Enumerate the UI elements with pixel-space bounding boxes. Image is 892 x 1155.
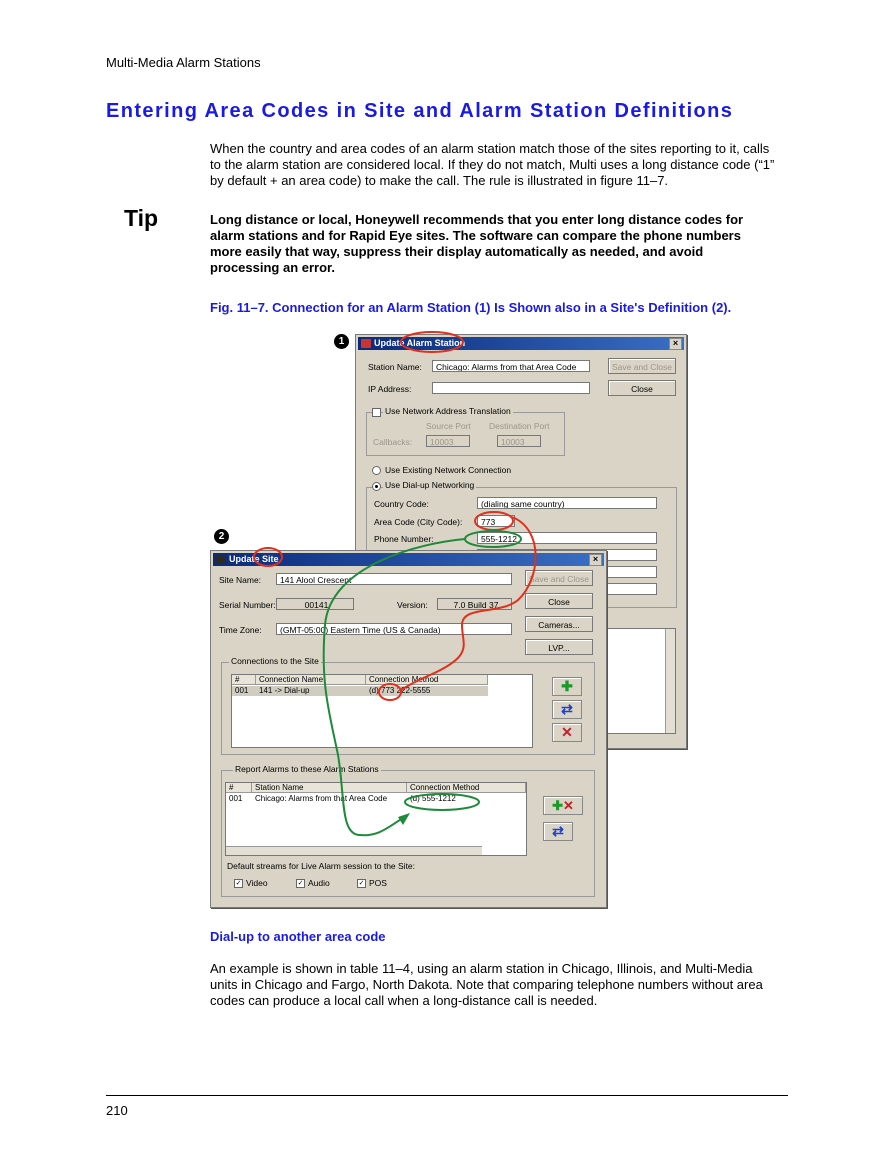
report-group-title: Report Alarms to these Alarm Stations	[235, 764, 379, 774]
section-title: Entering Area Codes in Site and Alarm Station Definitions	[106, 100, 734, 122]
phone-number-ellipse	[465, 531, 521, 547]
column-header[interactable]: Connection Method	[407, 783, 526, 793]
video-checkbox[interactable]: ✓	[235, 880, 242, 887]
column-header[interactable]: Connection Name	[256, 675, 366, 685]
country-code-select[interactable]: (dialing same country)	[477, 497, 657, 509]
callout-1: 1	[334, 334, 349, 349]
station-name-field[interactable]: Chicago: Alarms from that Area Code	[432, 360, 590, 372]
area-code-ellipse	[475, 512, 513, 530]
site-name-field[interactable]: 141 Alool Crescent	[276, 573, 512, 585]
close-button[interactable]: Close	[608, 380, 676, 396]
column-header[interactable]: Connection Method	[366, 675, 488, 685]
save-and-close-button[interactable]: Save and Close	[525, 570, 593, 586]
row-name: 141 -> Dial-up	[259, 686, 310, 695]
connection-area-code-ellipse	[379, 684, 401, 700]
row-num: 001	[235, 686, 249, 695]
close-icon[interactable]: ×	[669, 338, 682, 350]
alarm-window-title: Update Alarm Station	[374, 338, 466, 348]
time-zone-label: Time Zone:	[219, 625, 262, 635]
close-icon[interactable]: ×	[589, 554, 602, 566]
station-method-ellipse	[405, 794, 479, 810]
streams-label: Default streams for Live Alarm session to the Site:	[227, 861, 416, 871]
lvp-button[interactable]: LVP...	[525, 639, 593, 655]
annotation-overlay	[200, 325, 700, 915]
callout-2: 2	[214, 529, 229, 544]
tip-text: Long distance or local, Honeywell recommends that you enter long distance codes for alarm stations and for Rapid Eye sites. The software can compare the phone numbers more easily that way, suppress their display automatically as needed, and avoid processing an error.	[210, 212, 744, 275]
nat-label: Use Network Address Translation	[385, 406, 511, 416]
station-name-label: Station Name:	[368, 362, 422, 372]
site-window-title: Update Site	[229, 554, 279, 564]
pos-checkbox[interactable]: ✓	[358, 880, 365, 887]
delete-connection-button[interactable]: ✕	[552, 723, 582, 742]
add-connection-button[interactable]: ✚	[552, 677, 582, 696]
site-name-label: Site Name:	[219, 575, 262, 585]
figure-caption: Fig. 11–7. Connection for an Alarm Station (1) Is Shown also in a Site's Definition (2).	[210, 300, 732, 315]
serial-number-field[interactable]: 00141	[276, 598, 354, 610]
column-header[interactable]: #	[226, 783, 252, 793]
connections-group-title: Connections to the Site	[231, 656, 319, 666]
phone-number-label: Phone Number:	[374, 534, 434, 544]
row-name: Chicago: Alarms from that Area Code	[255, 794, 388, 803]
area-code-label: Area Code (City Code):	[374, 517, 463, 527]
close-button[interactable]: Close	[525, 593, 593, 609]
dialup-label: Use Dial-up Networking	[385, 480, 475, 490]
cameras-button[interactable]: Cameras...	[525, 616, 593, 632]
row-method: (d) 773 222-5555	[369, 686, 431, 695]
phone-number-field[interactable]: 555-1212	[477, 532, 657, 544]
subheading: Dial-up to another area code	[210, 929, 386, 944]
footer-rule	[106, 1095, 788, 1096]
running-head: Multi-Media Alarm Stations	[106, 55, 261, 70]
video-label: Video	[246, 878, 268, 888]
audio-checkbox[interactable]: ✓	[297, 880, 304, 887]
save-and-close-button[interactable]: Save and Close	[608, 358, 676, 374]
row-num: 001	[229, 794, 243, 803]
existing-network-label: Use Existing Network Connection	[385, 465, 512, 475]
area-code-field[interactable]: 773	[477, 515, 515, 527]
column-header[interactable]: Station Name	[252, 783, 407, 793]
add-remove-station-button[interactable]: ✚✕	[543, 796, 583, 815]
refresh-station-button[interactable]: ⇄	[543, 822, 573, 841]
column-header[interactable]: #	[232, 675, 256, 685]
ip-address-label: IP Address:	[368, 384, 412, 394]
country-code-label: Country Code:	[374, 499, 429, 509]
body-paragraph: An example is shown in table 11–4, using an alarm station in Chicago, Illinois, and Multi-Media units in Chicago and Fargo, North Dakota. Note that comparing telephone numbers without area codes can produce a local call when a long-distance call is needed.	[210, 961, 763, 1008]
callback-source-field[interactable]: 10003	[426, 435, 470, 447]
green-link-curve	[324, 539, 465, 835]
version-label: Version:	[397, 600, 428, 610]
title-highlight-ellipse	[401, 332, 463, 352]
row-method: (d) 555-1212	[410, 794, 456, 803]
version-field[interactable]: 7.0 Build 37	[437, 598, 512, 610]
serial-number-label: Serial Number:	[219, 600, 276, 610]
time-zone-select[interactable]: (GMT-05:00) Eastern Time (US & Canada)	[276, 623, 512, 635]
audio-label: Audio	[308, 878, 330, 888]
green-arrowhead	[398, 813, 410, 825]
site-title-ellipse	[254, 548, 282, 566]
page-number: 210	[106, 1103, 128, 1118]
refresh-connection-button[interactable]: ⇄	[552, 700, 582, 719]
figure	[200, 325, 700, 915]
callback-dest-field[interactable]: 10003	[497, 435, 541, 447]
intro-paragraph: When the country and area codes of an alarm station match those of the sites reporting to it, calls to the alarm station are considered local. If they do not match, Multi uses a long distance code (“1” by default + an area code) to make the call. The rule is illustrated in figure 11–7.	[210, 141, 775, 188]
callbacks-label: Callbacks:	[373, 437, 413, 447]
source-port-label: Source Port	[426, 421, 471, 431]
pos-label: POS	[369, 878, 387, 888]
tip-label: Tip	[124, 205, 159, 231]
destination-port-label: Destination Port	[489, 421, 550, 431]
